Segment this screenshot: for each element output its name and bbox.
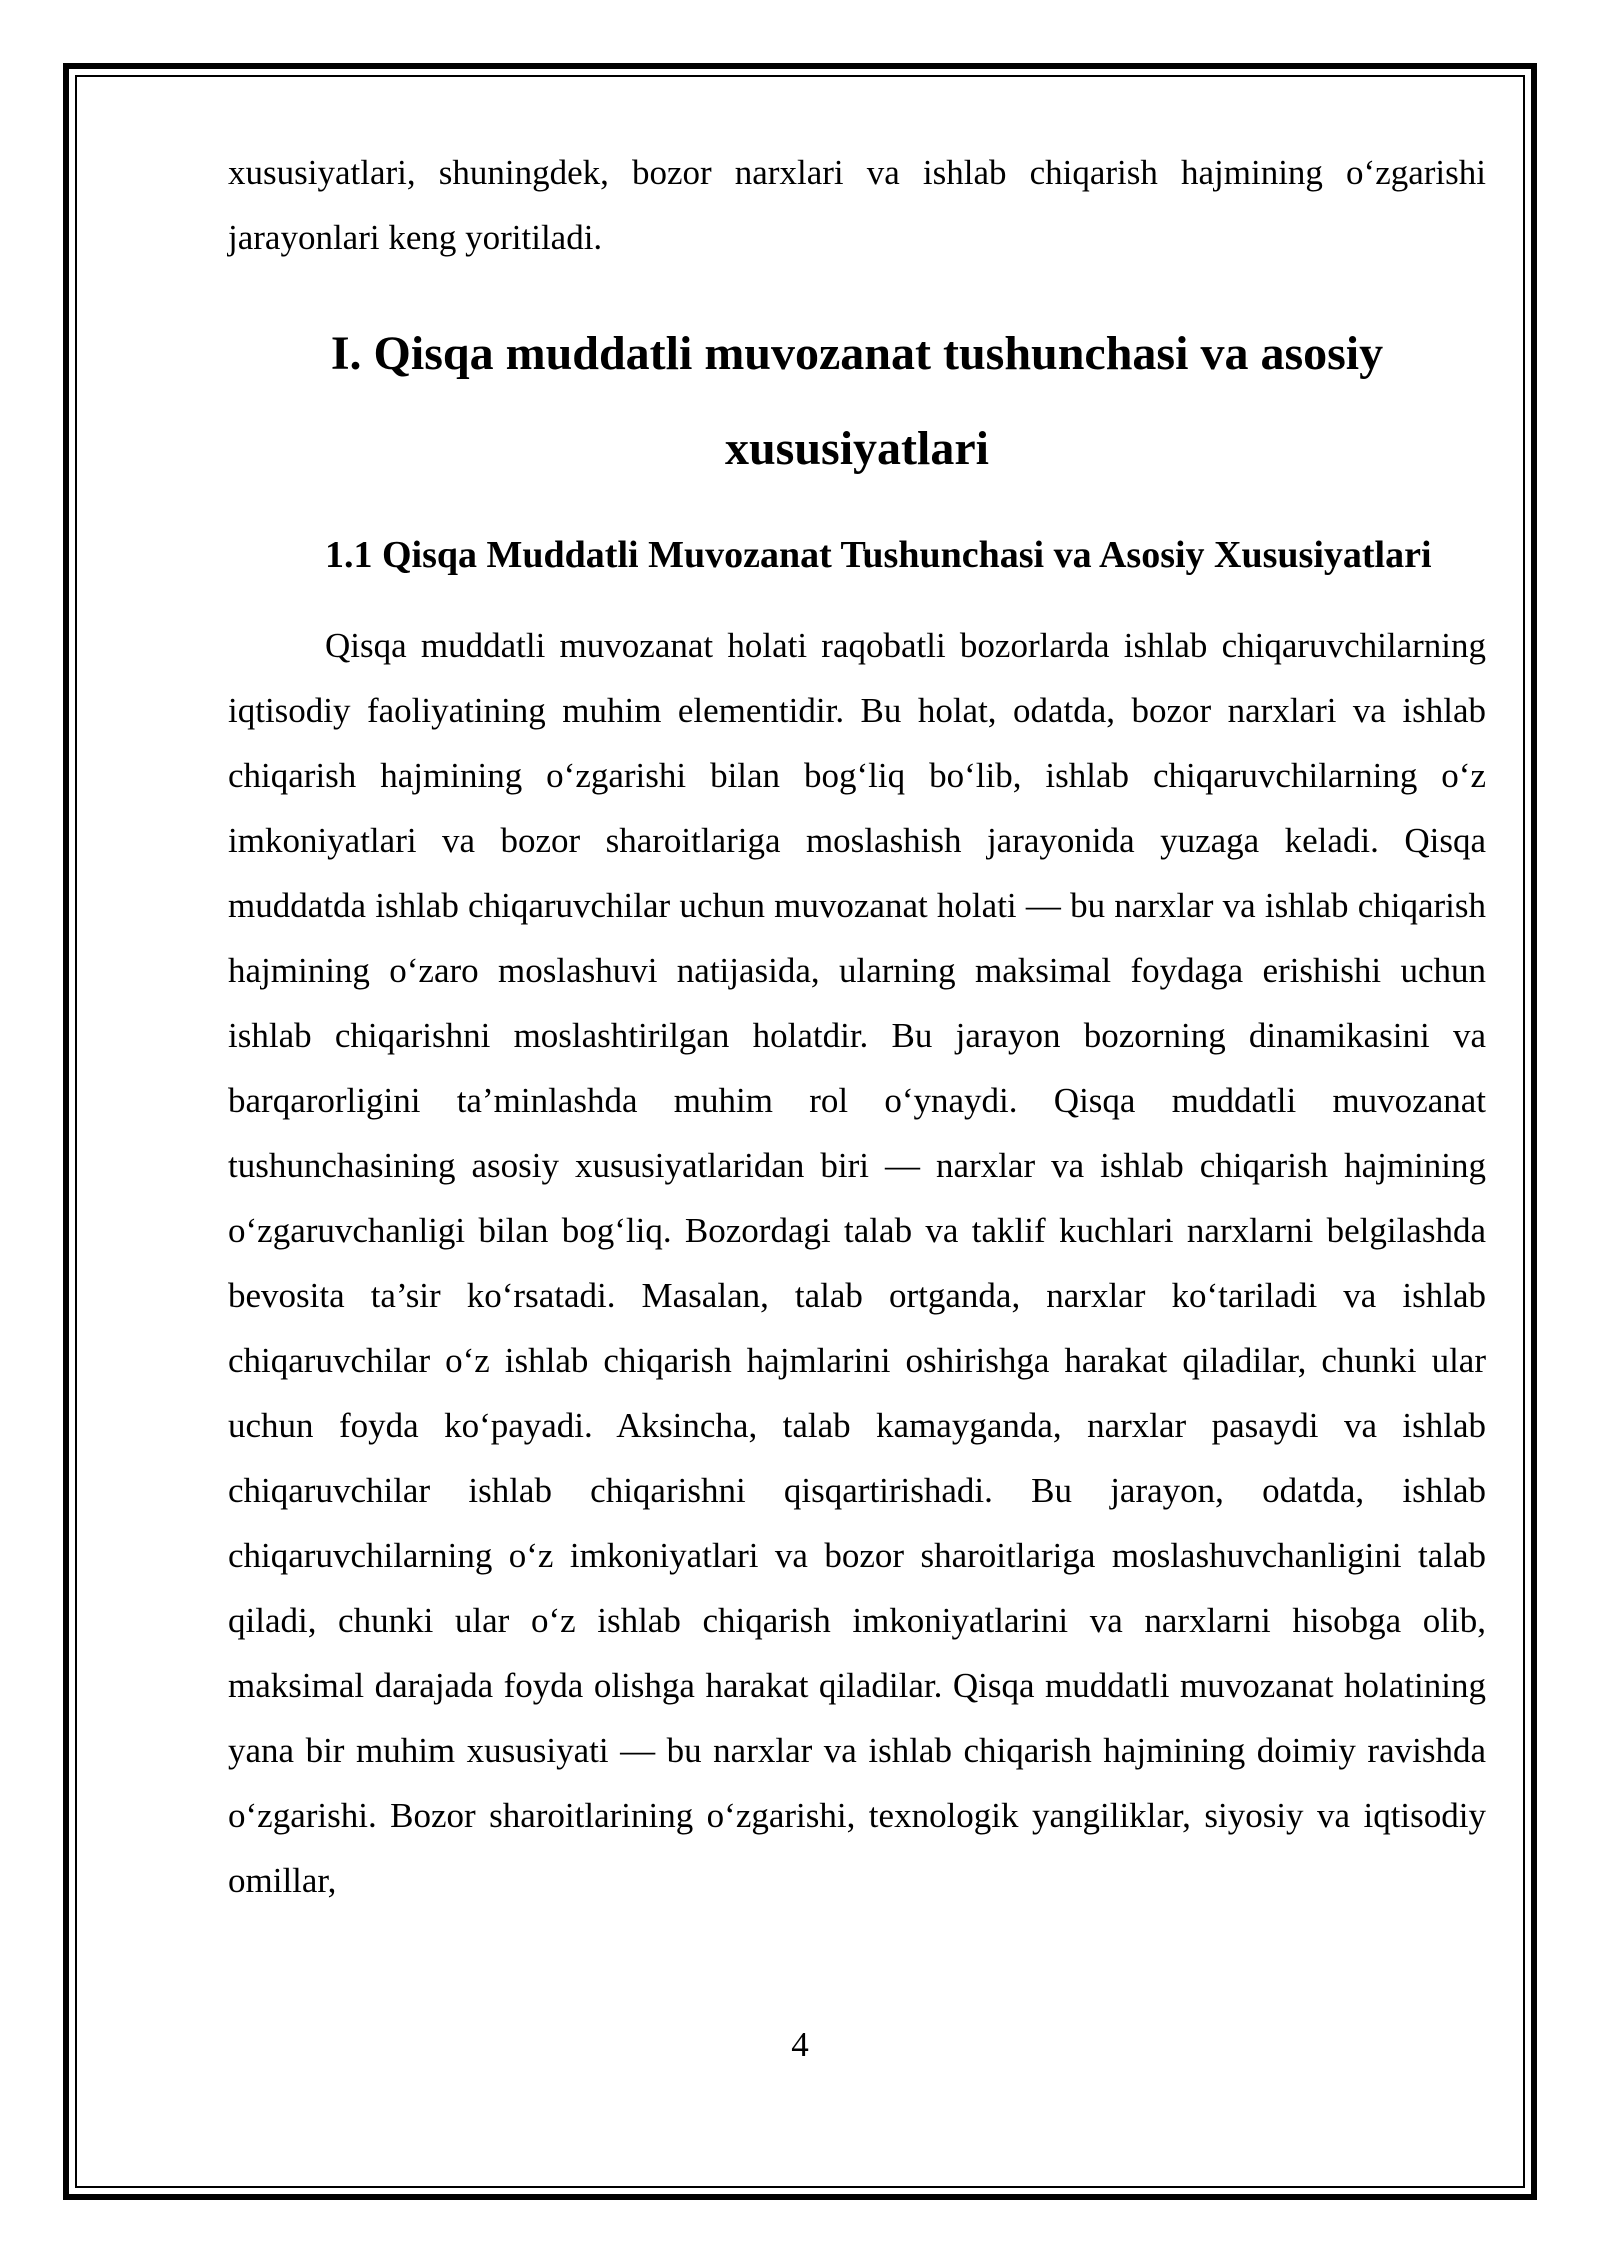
page-content bbox=[228, 140, 1486, 1913]
body-paragraph: Qisqa muddatli muvozanat holati raqobatli bozorlarda ishlab chiqaruvchilarning iqtisodiy faoliyatining muhim elementidir. Bu holat, odatda, bozor narxlari va ishlab chiqarish hajmining o‘zgarishi bilan bog‘liq bo‘lib, ishlab chiqaruvchilarning o‘z imkoniyatlari va bozor sharoitlariga moslashish jarayonida yuzaga keladi. Qisqa muddatda ishlab chiqaruvchilar uchun muvozanat holati — bu narxlar va ishlab chiqarish hajmining o‘zaro moslashuvi natijasida, ularning maksimal foydaga erishishi uchun ishlab chiqarishni moslashtirilgan holatdir. Bu jarayon bozorning dinamikasini va barqarorligini ta’minlashda muhim rol o‘ynaydi. Qisqa muddatli muvozanat tushunchasining asosiy xususiyatlaridan biri — narxlar va ishlab chiqarish hajmining o‘zgaruvchanligi bilan bog‘liq. Bozordagi talab va taklif kuchlari narxlarni belgilashda bevosita ta’sir ko‘rsatadi. Masalan, talab ortganda, narxlar ko‘tariladi va ishlab chiqaruvchilar o‘z ishlab chiqarish hajmlarini oshirishga harakat qiladilar, chunki ular uchun foyda ko‘payadi. Aksincha, talab kamayganda, narxlar pasaydi va ishlab chiqaruvchilar ishlab chiqarishni qisqartirishadi. Bu jarayon, odatda, ishlab chiqaruvchilarning o‘z imkoniyatlari va bozor sharoitlariga moslashuvchanligini talab qiladi, chunki ular o‘z ishlab chiqarish imkoniyatlarini va narxlarni hisobga olib, maksimal darajada foyda olishga harakat qiladilar. Qisqa muddatli muvozanat holatining yana bir muhim xususiyati — bu narxlar va ishlab chiqarish hajmining doimiy ravishda o‘zgarishi. Bozor sharoitlarining o‘zgarishi, texnologik yangiliklar, siyosiy va iqtisodiy omillar, bbox=[228, 626, 1486, 1900]
intro-paragraph: xususiyatlari, shuningdek, bozor narxlari va ishlab chiqarish hajmining o‘zgarishi jarayonlari keng yoritiladi. bbox=[228, 153, 1486, 257]
chapter-title: I. Qisqa muddatli muvozanat tushunchasi va asosiy xususiyatlari bbox=[330, 327, 1384, 475]
section-title: 1.1 Qisqa Muddatli Muvozanat Tushunchasi va Asosiy Xususiyatlari bbox=[325, 534, 1432, 576]
page-number: 4 bbox=[791, 2025, 809, 2064]
